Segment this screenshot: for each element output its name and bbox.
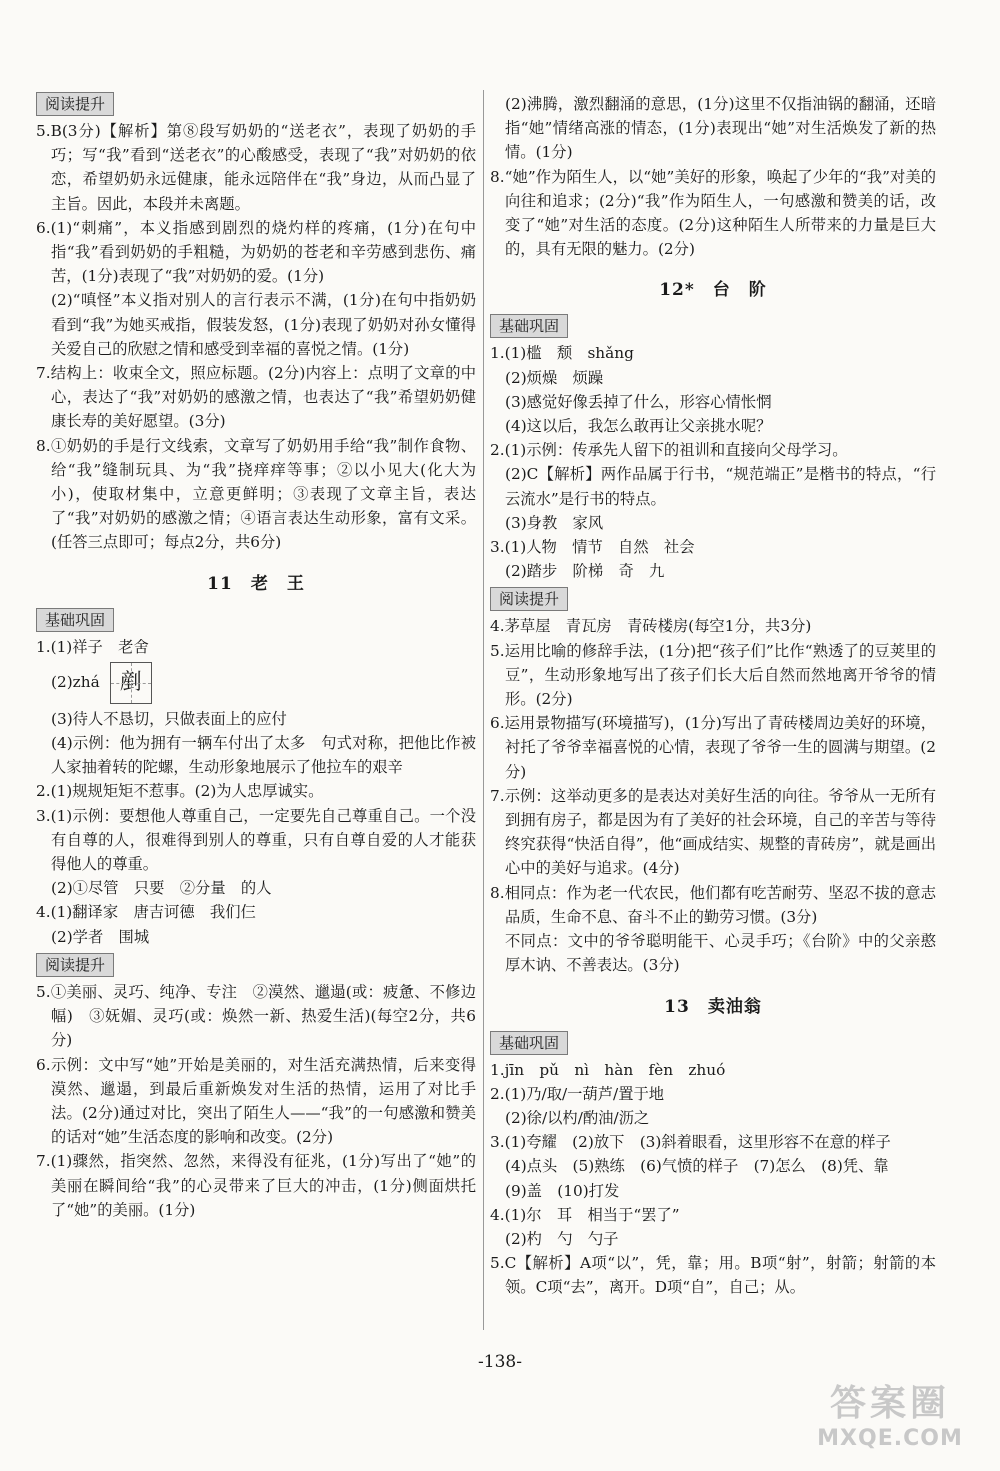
answer-item: 4.茅草屋 青瓦房 青砖楼房(每空1分，共3分)	[490, 617, 812, 636]
answer-item: 3.(1)夸耀 (2)放下 (3)斜着眼看，这里形容不在意的样子	[490, 1133, 891, 1152]
answer-item: 5.C【解析】A项“以”，凭，靠；用。B项“射”，射箭；射箭的本领。C项“去”，离开。D项“自”，自己；从。	[490, 1254, 936, 1297]
answer-item: 4.(1)翻译家 唐吉诃德 我们仨	[36, 903, 256, 922]
answer-subitem: (2)徐/以杓/酌油/沥之	[505, 1108, 650, 1127]
answer-item: 8.相同点：作为老一代农民，他们都有吃苦耐劳、坚忍不拔的意志品质，生命不息、奋斗不止的勤劳习惯。(3分)	[490, 883, 936, 926]
answer-item: 6.运用景物描写(环境描写)，(1分)写出了青砖楼周边美好的环境，衬托了爷爷幸福喜悦的心情，表现了爷爷一生的圆满与期望。(2分)	[490, 714, 936, 781]
answer-item: 5.B(3分)【解析】第⑧段写奶奶的“送老衣”，表现了奶奶的手巧；写“我”看到“送老衣”的心酸感受，表现了“我”对奶奶的依恋，希望奶奶永远健康，能永远陪伴在“我”身边，从而凸显了主旨。因此，本段并未离题。	[36, 122, 476, 213]
answer-subitem: 不同点：文中的爷爷聪明能干、心灵手巧；《台阶》中的父亲憨厚木讷、不善表达。(3分)	[505, 932, 936, 975]
answer-item: 6.示例：文中写“她”开始是美丽的，对生活充满热情，后来变得漠然、邋遢，到最后重新焕发对生活的热情，运用了对比手法。(2分)通过对比，突出了陌生人——“我”的一句感激和赞美的话对“她”生活态度的影响和改变。(2分)	[36, 1055, 476, 1147]
watermark-url: MXQE.COM	[817, 1426, 963, 1451]
right-column	[490, 88, 936, 1300]
answer-item: 7.结构上：收束全文，照应标题。(2分)内容上：点明了文章的中心，表达了“我”对奶奶的感激之情，也表达了“我”希望奶奶健康长寿的美好愿望。(3分)	[36, 364, 476, 431]
answer-item: 8.“她”作为陌生人，以“她”美好的形象，唤起了少年的“我”对美的向往和追求；(2分)“我”作为陌生人，一句感激和赞美的话，改变了“她”对生活的态度。(2分)这种陌生人所带来的力量是巨大的，具有无限的魅力。(2分)	[490, 167, 936, 259]
answer-subitem: (2)踏步 阶梯 奇 九	[505, 562, 665, 581]
answer-subitem: (3)待人不恳切，只做表面上的应付	[51, 709, 287, 728]
answer-subitem: (2)C【解析】两作品属于行书，“规范端正”是楷书的特点，“行云流水”是行书的特点。	[505, 465, 936, 508]
answer-subitem: (9)盖 (10)打发	[505, 1181, 620, 1200]
answer-item: 7.(1)骤然，指突然、忽然，来得没有征兆，(1分)写出了“她”的美丽在瞬间给“我”的心灵带来了巨大的冲击，(1分)侧面烘托了“她”的美丽。(1分)	[36, 1152, 476, 1219]
pinyin-text: (2)zhá	[51, 672, 100, 691]
answer-subitem: (2)杓 勺 勺子	[505, 1229, 619, 1248]
section-tag-basic: 基础巩固	[36, 608, 114, 632]
answer-subitem: (2)沸腾，激烈翻涌的意思，(1分)这里不仅指油锅的翻涌，还暗指“她”情绪高涨的情态，(1分)表现出“她”对生活焕发了新的热情。(1分)	[505, 95, 936, 162]
answer-subitem: (4)点头 (5)熟练 (6)气愤的样子 (7)怎么 (8)凭、靠	[505, 1157, 889, 1176]
answer-item: 4.(1)尔 耳 相当于“罢了”	[490, 1205, 680, 1224]
answer-item: 2.(1)规规矩矩不惹事。(2)为人忠厚诚实。	[36, 782, 324, 801]
answer-item: 8.①奶奶的手是行文线索，文章写了奶奶用手给“我”制作食物、给“我”缝制玩具、为“我”挠痒痒等事；②以小见大(化大为小)，使取材集中，立意更鲜明；③表现了文章主旨，表达了“我”对奶奶的感激之情；④语言表达生动形象，富有文采。(任答三点即可；每点2分，共6分)	[36, 436, 476, 552]
answer-subitem	[36, 662, 476, 704]
section-tag-basic: 基础巩固	[490, 314, 568, 338]
section-tag-reading: 阅读提升	[36, 92, 114, 116]
character-grid: 剷	[110, 662, 152, 704]
answer-item: 1.jīn pǔ nì hàn fèn zhuó	[490, 1060, 726, 1079]
answer-item: 2.(1)示例：传承先人留下的祖训和直接向父母学习。	[490, 441, 848, 460]
lesson-title: 11 老 王	[207, 573, 305, 594]
answer-item: 5.运用比喻的修辞手法，(1分)把“孩子们”比作“熟透了的豆荚里的豆”，生动形象地写出了孩子们长大后自然而然地离开爷爷的情形。(2分)	[490, 641, 936, 709]
answer-subitem: (2)烦燥 烦躁	[505, 368, 604, 387]
answer-item: 7.示例：这举动更多的是表达对美好生活的向往。爷爷从一无所有到拥有房子，都是因为有了美好的社会环境，自己的辛苦与等待终究获得“快活自得”，他“画成结实、规整的青砖房”，就是画出心中的美好与追求。(4分)	[490, 786, 936, 878]
column-divider	[483, 90, 484, 1330]
page-number: -138-	[478, 1352, 522, 1372]
left-column	[36, 88, 476, 1222]
answer-subitem: (3)感觉好像丢掉了什么，形容心情怅惘	[505, 392, 772, 411]
answer-item: 3.(1)人物 情节 自然 社会	[490, 538, 695, 557]
answer-subitem: (3)身教 家风	[505, 513, 604, 532]
answer-subitem: (4)这以后，我怎么敢再让父亲挑水呢？	[505, 417, 772, 436]
answer-item: 3.(1)示例：要想他人尊重自己，一定要先自己尊重自己。一个没有自尊的人，很难得到别人的尊重，只有自尊自爱的人才能获得他人的尊重。	[36, 806, 476, 874]
section-tag-reading: 阅读提升	[490, 587, 568, 611]
section-tag-basic: 基础巩固	[490, 1031, 568, 1055]
answer-subitem: (2)学者 围城	[51, 927, 150, 946]
answer-item: 2.(1)乃/取/一葫芦/置于地	[490, 1084, 665, 1103]
answer-subitem: (2)“嗔怪”本义指对别人的言行表示不满，(1分)在句中指奶奶看到“我”为她买戒指，假装发怒，(1分)表现了奶奶对孙女懂得关爱自己的欣慰之情和感受到幸福的喜悦之情。(1分)	[51, 291, 476, 358]
answer-subitem: (2)①尽管 只要 ②分量 的人	[51, 879, 272, 898]
lesson-title: 12* 台 阶	[659, 280, 767, 301]
watermark-text: 答案圈	[829, 1383, 950, 1424]
answer-item: 1.(1)祥子 老舍	[36, 637, 149, 656]
watermark-logo	[810, 1375, 970, 1455]
answer-item: 6.(1)“刺痛”，本义指感到剧烈的烧灼样的疼痛，(1分)在句中指“我”看到奶奶的手粗糙，为奶奶的苍老和辛劳感到悲伤、痛苦，(1分)表现了“我”对奶奶的爱。(1分)	[36, 218, 476, 286]
answer-subitem: (4)示例：他为拥有一辆车付出了太多 句式对称，把他比作被人家抽着转的陀螺，生动形象地展示了他拉车的艰辛	[51, 734, 476, 777]
answer-item: 1.(1)槛 颓 shǎng	[490, 344, 634, 363]
answer-item: 5.①美丽、灵巧、纯净、专注 ②漠然、邋遢(或：疲惫、不修边幅) ③妩媚、灵巧(或：焕然一新、热爱生活)(每空2分，共6分)	[36, 982, 476, 1050]
section-tag-reading: 阅读提升	[36, 953, 114, 977]
lesson-title: 13 卖油翁	[664, 996, 762, 1017]
